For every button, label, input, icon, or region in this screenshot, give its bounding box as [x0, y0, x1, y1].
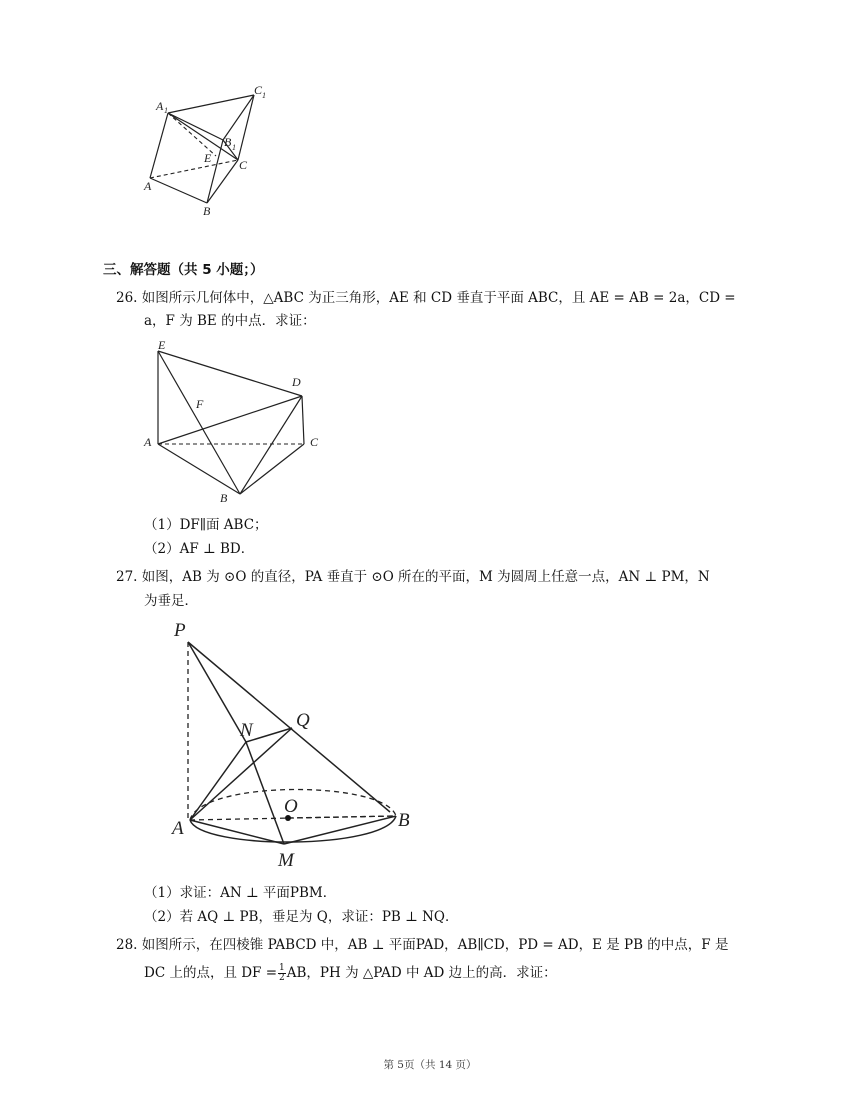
fig27-label-M: M — [278, 850, 294, 871]
q27-text-line1: 如图，AB 为 ⊙O 的直径，PA 垂直于 ⊙O 所在的平面，M 为圆周上任意一点，AN ⊥ PM，N — [141, 569, 710, 585]
q26-part2: （2）AF ⊥ BD． — [144, 541, 255, 557]
fig27-label-Q: Q — [296, 710, 310, 731]
label-C1-sub: 1 — [262, 91, 266, 100]
label-B1: B — [224, 135, 232, 149]
q27-part1: （1）求证：AN ⊥ 平面PBM． — [144, 885, 337, 901]
fig27-label-P: P — [174, 620, 186, 641]
label-B: B — [203, 204, 211, 218]
label-B1-sub: 1 — [232, 143, 236, 152]
q28-text-line1: 如图所示，在四棱锥 PABCD 中，AB ⊥ 平面PAD，AB∥CD，PD = AD，E 是 PB 的中点，F 是 — [141, 937, 729, 953]
label-A: A — [144, 179, 152, 193]
q28-line2 — [144, 962, 557, 984]
fig26-label-E: E — [158, 338, 166, 352]
q26-part1: （1）DF∥面 ABC； — [144, 517, 268, 533]
prism-figure — [140, 80, 290, 225]
fig27-label-A: A — [172, 818, 184, 839]
fig27-label-O: O — [284, 796, 298, 817]
fig26-label-D: D — [292, 375, 301, 389]
q26-line1 — [116, 287, 736, 309]
q28-text-line2a: DC 上的点，且 DF = — [144, 965, 278, 981]
fig26-label-A: A — [144, 435, 152, 449]
fig27-label-N: N — [240, 720, 253, 741]
label-E: E — [204, 151, 212, 165]
fraction-denominator: 2 — [279, 973, 285, 983]
q28-number: 28. — [116, 937, 138, 953]
fig26-figure — [140, 336, 340, 506]
label-A1-sub: 1 — [164, 106, 168, 115]
page-footer: 第 5页（共 14 页） — [383, 1059, 477, 1071]
section-heading: 三、解答题（共 5 小题；） — [103, 262, 264, 278]
fig26-label-C: C — [310, 435, 319, 449]
q26-text-line2: a，F 为 BE 的中点．求证： — [144, 313, 316, 329]
fig27-figure — [160, 612, 440, 882]
fig26-label-B: B — [220, 491, 228, 505]
q26-number: 26. — [116, 290, 138, 306]
q27-number: 27. — [116, 569, 138, 585]
q27-part2: （2）若 AQ ⊥ PB，垂足为 Q，求证：PB ⊥ NQ． — [144, 909, 459, 925]
fraction-one-half — [278, 964, 286, 983]
q28-line1 — [116, 934, 728, 956]
fig27-label-B: B — [398, 810, 410, 831]
q26-text-line1: 如图所示几何体中，△ABC 为正三角形，AE 和 CD 垂直于平面 ABC，且 AE = AB = 2a，CD = — [141, 290, 736, 306]
q27-line1 — [116, 566, 710, 588]
fig26-label-F: F — [196, 397, 204, 411]
label-A1: A — [156, 99, 164, 113]
q27-text-line2: 为垂足． — [144, 593, 198, 609]
fraction-numerator: 1 — [279, 963, 285, 973]
label-C: C — [239, 158, 248, 172]
q28-text-line2b: AB，PH 为 △PAD 中 AD 边上的高．求证： — [286, 965, 557, 981]
label-C1: C — [254, 83, 263, 97]
